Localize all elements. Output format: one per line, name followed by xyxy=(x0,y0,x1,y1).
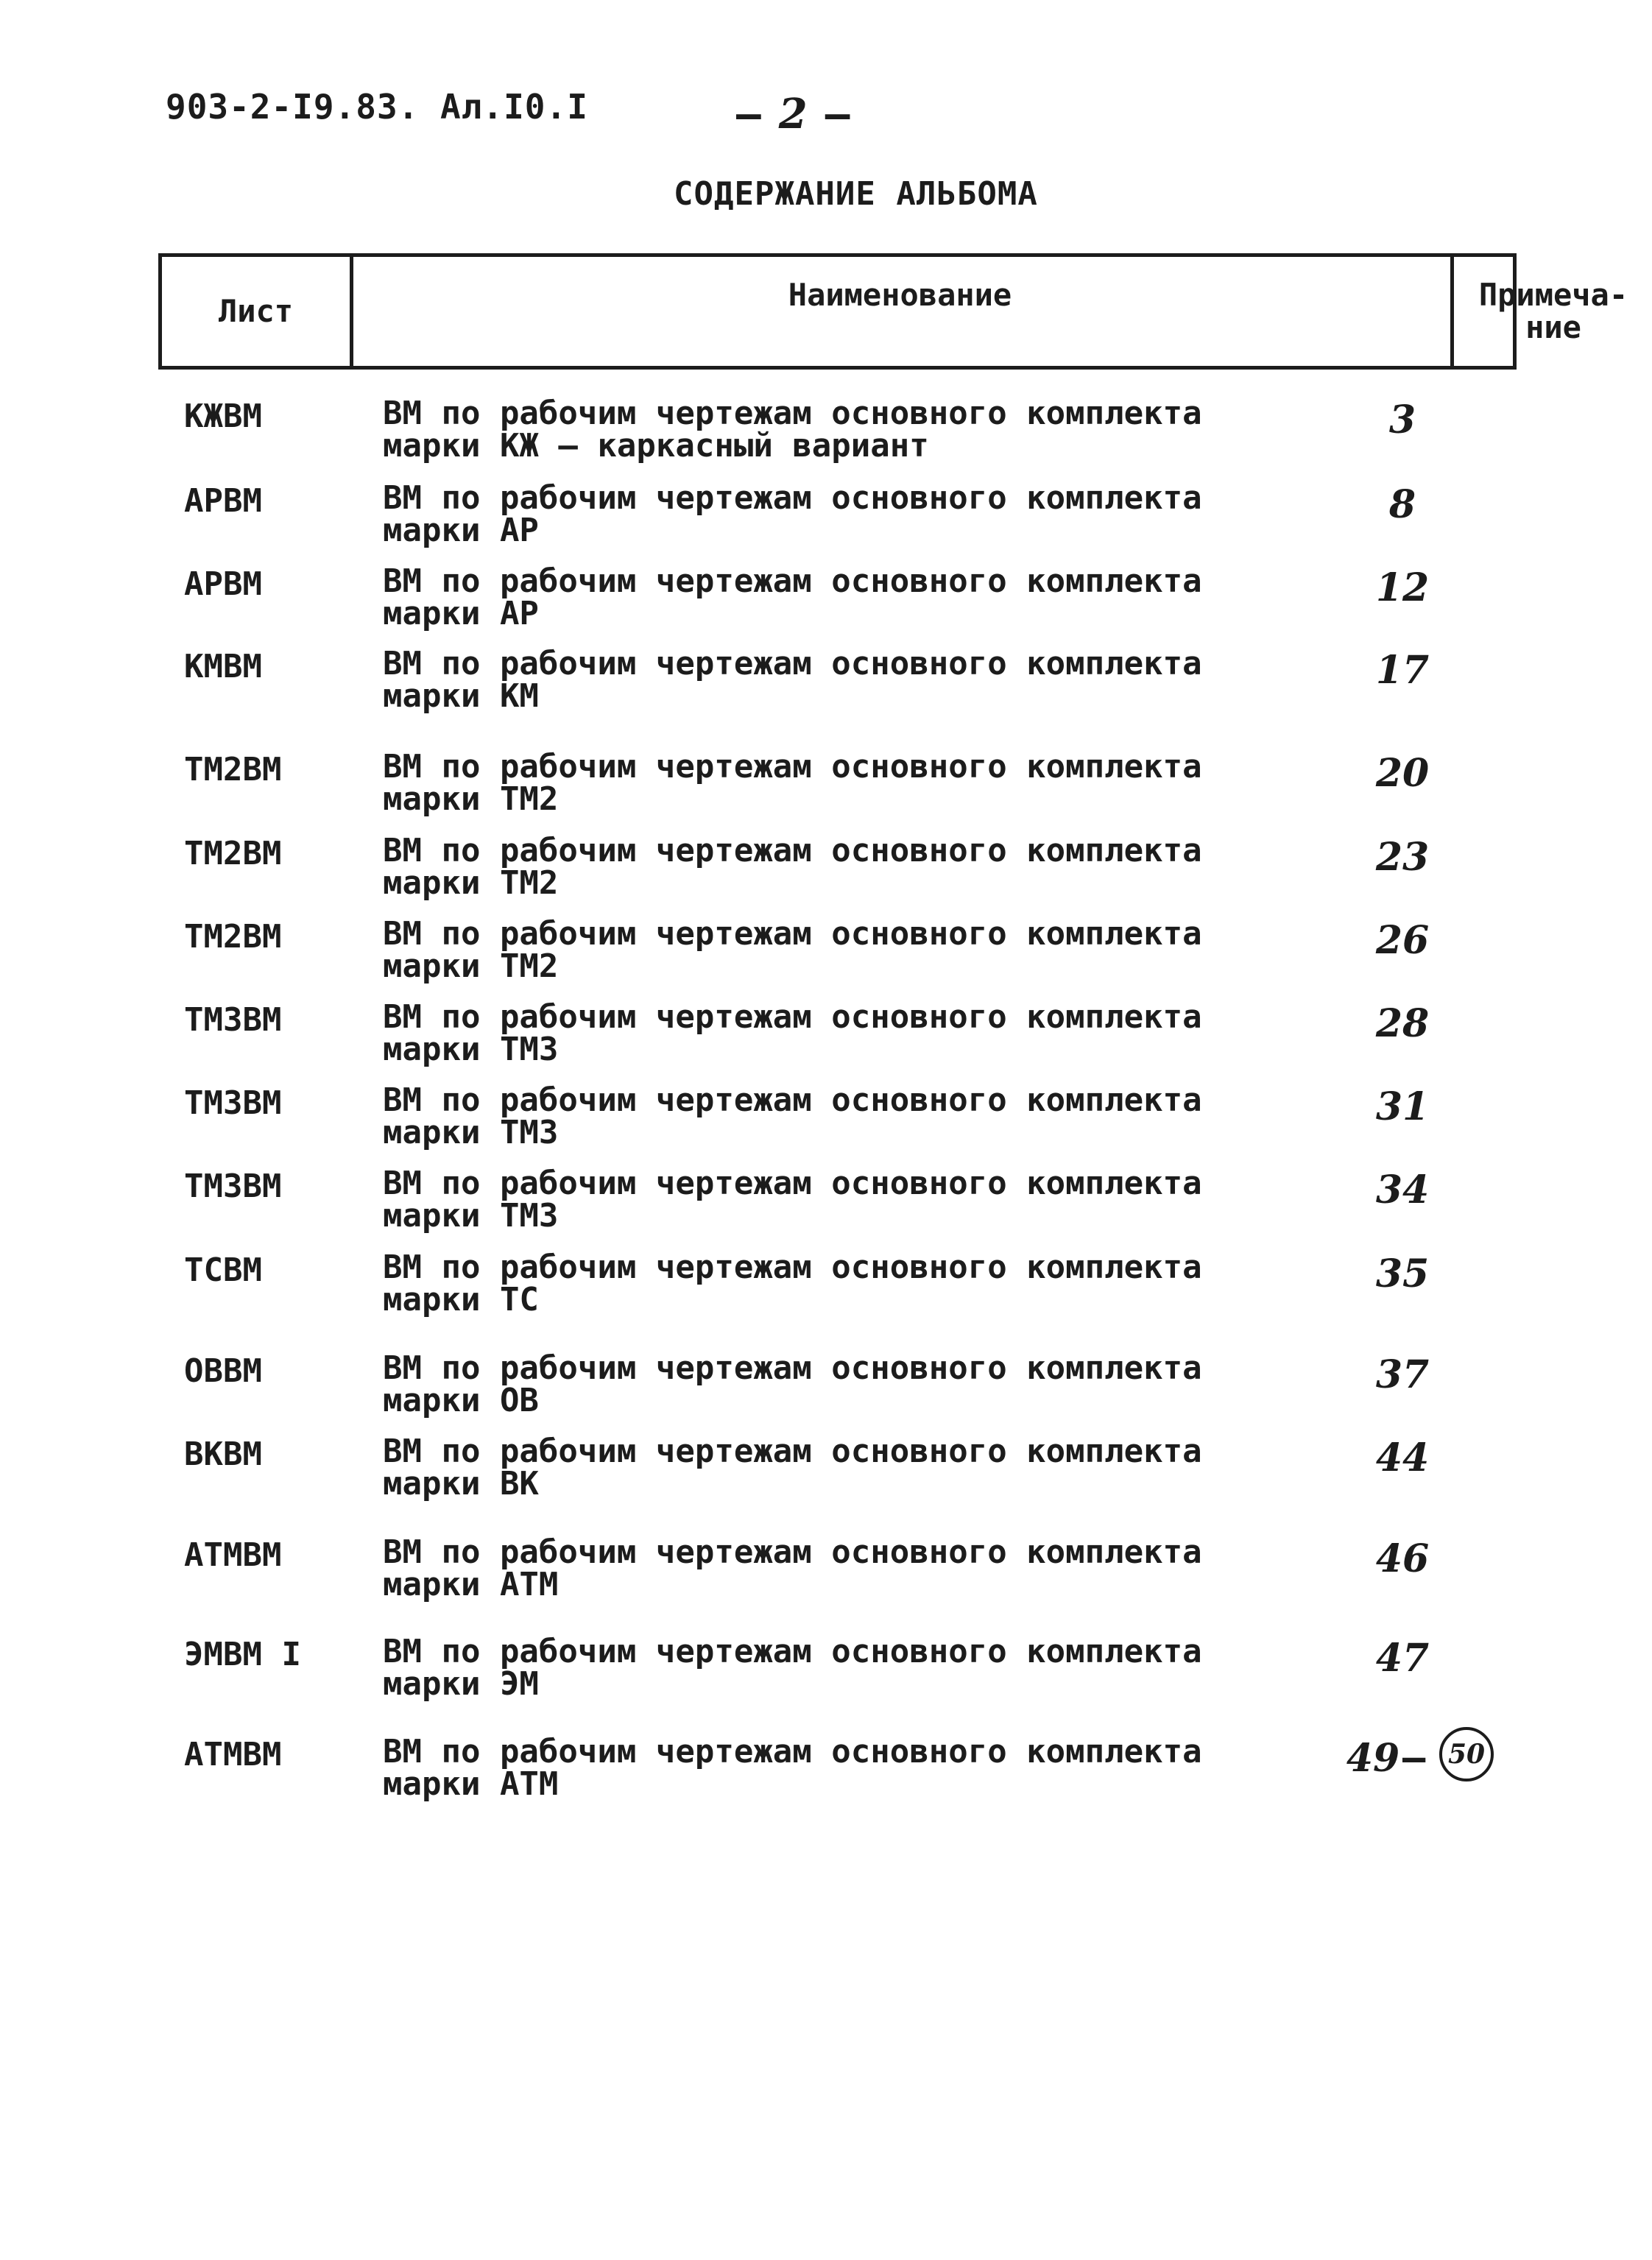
sheet-name: ВМ по рабочим чертежам основного комплекта марки ТС xyxy=(383,1249,1202,1318)
table-row xyxy=(0,1433,1652,1509)
sheet-name: ВМ по рабочим чертежам основного комплекта марки КЖ – каркасный вариант xyxy=(383,395,1202,465)
table-row xyxy=(0,1349,1652,1426)
sheet-name: ВМ по рабочим чертежам основного комплекта марки ТМ3 xyxy=(383,998,1202,1068)
sheet-name: ВМ по рабочим чертежам основного комплекта марки ТМ2 xyxy=(383,915,1202,985)
sheet-code: АТМВМ xyxy=(184,1736,282,1773)
table-row xyxy=(0,395,1652,471)
sheet-code: ТСВМ xyxy=(184,1251,262,1289)
sheet-name: ВМ по рабочим чертежам основного комплекта марки АР xyxy=(383,479,1202,549)
sheet-name: ВМ по рабочим чертежам основного комплекта марки ВК xyxy=(383,1433,1202,1502)
column-header-sheet: Лист xyxy=(162,257,353,366)
page-note: 23 xyxy=(1375,835,1430,880)
sheet-code: АРВМ xyxy=(184,482,262,520)
circled-page-number: 50 xyxy=(1439,1727,1494,1781)
sheet-code: ТМ2ВМ xyxy=(184,751,282,788)
document-title: СОДЕРЖАНИЕ АЛЬБОМА xyxy=(674,175,1038,213)
table-row xyxy=(0,1533,1652,1610)
sheet-name: ВМ по рабочим чертежам основного комплекта марки ТМ3 xyxy=(383,1081,1202,1151)
sheet-code: ОВВМ xyxy=(184,1352,262,1390)
column-header-note: Примеча- ние xyxy=(1478,276,1628,345)
sheet-name: ВМ по рабочим чертежам основного комплекта марки ЭМ xyxy=(383,1633,1202,1703)
page-note: 26 xyxy=(1375,918,1430,963)
sheet-code: КЖВМ xyxy=(184,398,262,435)
sheet-name: ВМ по рабочим чертежам основного комплекта марки АР xyxy=(383,562,1202,632)
page-note: 17 xyxy=(1375,648,1430,693)
table-row xyxy=(0,562,1652,639)
sheet-code: КМВМ xyxy=(184,648,262,685)
page-note: 37 xyxy=(1375,1352,1430,1397)
page-note: 34 xyxy=(1375,1168,1430,1212)
page-note: 20 xyxy=(1375,751,1430,796)
page-note: 8 xyxy=(1388,482,1416,527)
table-header xyxy=(158,253,1628,370)
page-note: 31 xyxy=(1375,1084,1430,1129)
document-code: 903-2-I9.83. Ал.I0.I xyxy=(166,87,588,127)
sheet-code: ТМ2ВМ xyxy=(184,835,282,872)
table-row xyxy=(0,1251,1652,1325)
column-header-name: Наименование xyxy=(350,257,1454,366)
page-note: 46 xyxy=(1375,1536,1430,1581)
sheet-code: ЭМВМ I xyxy=(184,1636,301,1673)
sheet-code: АТМВМ xyxy=(184,1536,282,1574)
sheet-name: ВМ по рабочим чертежам основного комплекта марки ТМ2 xyxy=(383,832,1202,902)
table-row xyxy=(0,1633,1652,1709)
sheet-name: ВМ по рабочим чертежам основного комплекта марки ТМ3 xyxy=(383,1165,1202,1235)
page-note: 35 xyxy=(1375,1251,1430,1296)
table-row xyxy=(0,1733,1652,1809)
table-row xyxy=(0,479,1652,556)
range-dash: – xyxy=(1402,1736,1426,1780)
table-row xyxy=(0,1081,1652,1158)
page-number-value: 2 xyxy=(778,90,808,138)
page-note: 3 xyxy=(1388,398,1416,442)
sheet-name: ВМ по рабочим чертежам основного комплекта марки ТМ2 xyxy=(383,748,1202,818)
page-note: 28 xyxy=(1375,1001,1430,1046)
table-row xyxy=(0,1165,1652,1241)
table-row xyxy=(0,998,1652,1075)
table-row xyxy=(0,832,1652,908)
sheet-code: ВКВМ xyxy=(184,1436,262,1473)
page-number: – 2 – xyxy=(736,90,850,138)
page-note: 44 xyxy=(1375,1436,1430,1480)
page-note: 49 xyxy=(1346,1736,1400,1781)
sheet-name: ВМ по рабочим чертежам основного комплекта марки АТМ xyxy=(383,1733,1202,1803)
sheet-code: ТМ3ВМ xyxy=(184,1001,282,1039)
page-note: 47 xyxy=(1375,1636,1430,1681)
page-note: 12 xyxy=(1375,565,1430,610)
sheet-name: ВМ по рабочим чертежам основного комплекта марки ОВ xyxy=(383,1349,1202,1419)
table-row xyxy=(0,915,1652,992)
sheet-code: ТМ3ВМ xyxy=(184,1168,282,1205)
sheet-code: АРВМ xyxy=(184,565,262,603)
sheet-code: ТМ2ВМ xyxy=(184,918,282,956)
table-row xyxy=(0,748,1652,824)
sheet-name: ВМ по рабочим чертежам основного комплекта марки КМ xyxy=(383,645,1202,715)
sheet-name: ВМ по рабочим чертежам основного комплекта марки АТМ xyxy=(383,1533,1202,1603)
sheet-code: ТМ3ВМ xyxy=(184,1084,282,1122)
table-row xyxy=(0,645,1652,721)
